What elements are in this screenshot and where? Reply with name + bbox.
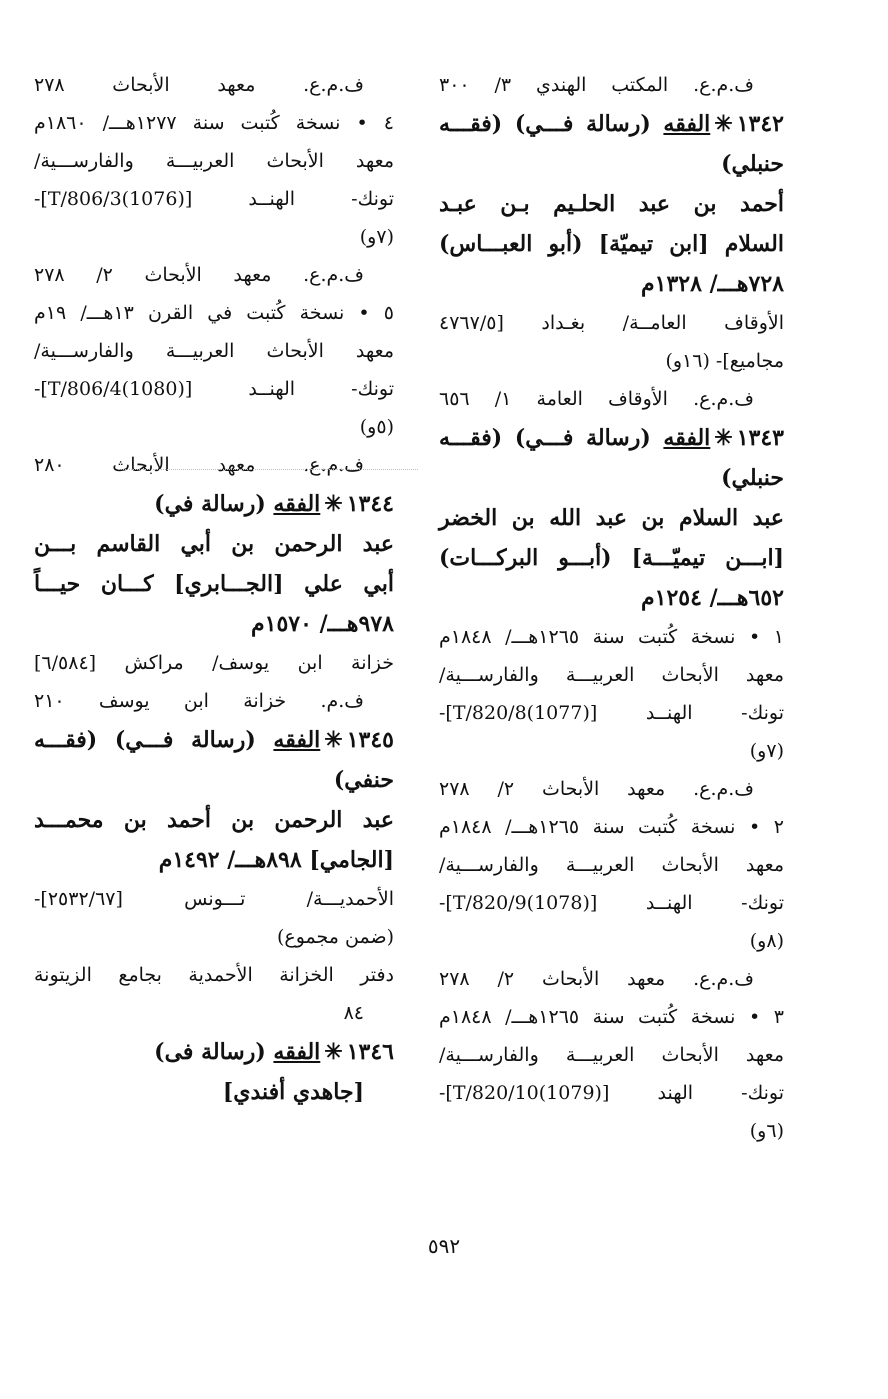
author-line: عبد السلام بن عبد الله بن الخضر — [439, 505, 784, 531]
text-line: تونك- الهنــد [T/820/8(1077)]- — [439, 702, 784, 724]
text-line: معهد الأبحاث العربيـــة والفارســـية/ — [439, 664, 784, 686]
entry-subtitle: (رسالة فـــي) (فقـــه — [34, 727, 256, 753]
entry-number: ١٣٤٦ — [346, 1039, 394, 1065]
entry-heading — [34, 1032, 394, 1072]
dotted-separator — [118, 469, 418, 471]
author-line: ٩٧٨هـــ/ ١٥٧٠م — [251, 611, 394, 637]
entry-number: ١٣٤٥ — [346, 727, 394, 753]
left-column — [34, 66, 394, 1112]
entry-title: الفقه — [663, 111, 711, 137]
author-line: عبد الرحمن بن أبي القاسم بـــن — [34, 531, 394, 557]
asterisk-icon: ✳ — [324, 1039, 343, 1065]
text-line: معهد الأبحاث العربيـــة والفارســـية/ — [439, 1044, 784, 1066]
text-line: ف.م.ع. معهد الأبحاث ٢/ ٢٧٨ — [439, 778, 754, 800]
text-line: معهد الأبحاث العربيـــة والفارســـية/ — [439, 854, 784, 876]
text-line: ف.م.ع. المكتب الهندي ٣/ ٣٠٠ — [439, 74, 754, 96]
text-line: (٨و) — [749, 930, 784, 952]
author-line: [الجامي] ٨٩٨هـــ/ ١٤٩٢م — [158, 847, 394, 873]
entry-number: ١٣٤٣ — [736, 425, 784, 451]
entry-title: الفقه — [273, 727, 321, 753]
text-line: الأحمديـــة/ تـــونس [٢٥٣٢/٦٧]- — [34, 888, 394, 910]
asterisk-icon: ✳ — [714, 111, 733, 137]
entry-heading — [34, 720, 394, 760]
entry-number: ١٣٤٤ — [346, 491, 394, 517]
author-line: ٧٢٨هـــ/ ١٣٢٨م — [641, 271, 784, 297]
right-column — [439, 66, 784, 1150]
text-line: ف.م.ع. معهد الأبحاث ٢/ ٢٧٨ — [34, 264, 364, 286]
text-line: تونك- الهنــد [T/806/4(1080)]- — [34, 378, 394, 400]
text-line: ٢ • نسخة كُتبت سنة ١٢٦٥هـــ/ ١٨٤٨م — [439, 816, 784, 838]
entry-title: الفقه — [663, 425, 711, 451]
author-line: عبد الرحمن بن أحمد بن محمـــد — [34, 807, 394, 833]
entry-heading — [34, 484, 394, 524]
entry-heading — [439, 418, 784, 458]
text-line: (٥و) — [359, 416, 394, 438]
entry-title: الفقه — [273, 491, 321, 517]
text-line: ف.م.ع. معهد الأبحاث ٢/ ٢٧٨ — [439, 968, 754, 990]
text-line: الأوقاف العامــة/ بغـداد [٤٧٦٧/٥ — [439, 312, 784, 334]
asterisk-icon: ✳ — [324, 727, 343, 753]
text-line: خزانة ابن يوسف/ مراكش [٦/٥٨٤] — [34, 652, 394, 674]
entry-subtitle: (رسالة في) — [154, 491, 266, 517]
author-line: [ابـــن تيميّـــة] (أبـــو البركـــات) — [439, 545, 784, 571]
text-line: تونك- الهند [T/820/10(1079)]- — [439, 1082, 784, 1104]
text-line: معهد الأبحاث العربيـــة والفارســـية/ — [34, 150, 394, 172]
text-line: (٧و) — [749, 740, 784, 762]
entry-subtitle: (رسالة فـــي) (فقـــه — [439, 425, 651, 451]
text-line: ف.م. خزانة ابن يوسف ٢١٠ — [34, 690, 364, 712]
entry-number: ١٣٤٢ — [736, 111, 784, 137]
author-line: ٦٥٢هـــ/ ١٢٥٤م — [641, 585, 784, 611]
asterisk-icon: ✳ — [324, 491, 343, 517]
text-line: تونك- الهنــد [T/820/9(1078)]- — [439, 892, 784, 914]
author-line: حنفي) — [333, 767, 394, 793]
text-line: (٧و) — [359, 226, 394, 248]
text-line: دفتر الخزانة الأحمدية بجامع الزيتونة — [34, 964, 394, 986]
text-line: ف.م.ع. الأوقاف العامة ١/ ٦٥٦ — [439, 388, 754, 410]
entry-subtitle: (رسالة فى) — [154, 1039, 266, 1065]
text-line: ف.م.ع. معهد الأبحاث ٢٧٨ — [34, 74, 364, 96]
author-line: أبي علي [الجـــابري] كـــان حيـــاً — [34, 571, 394, 597]
author-line: السلام [ابن تيميّة] (أبو العبـــاس) — [439, 231, 784, 257]
author-line: [جاهدي أفندي] — [222, 1079, 364, 1105]
asterisk-icon: ✳ — [714, 425, 733, 451]
entry-subtitle: (رسالة فـــي) (فقـــه — [439, 111, 651, 137]
text-line: ٨٤ — [343, 1002, 364, 1024]
page-number: ٥٩٢ — [427, 1234, 461, 1258]
entry-heading — [439, 104, 784, 144]
author-line: حنبلي) — [721, 465, 784, 491]
text-line: معهد الأبحاث العربيـــة والفارســـية/ — [34, 340, 394, 362]
text-line: ٥ • نسخة كُتبت في القرن ١٣هـــ/ ١٩م — [34, 302, 394, 324]
text-line: تونك- الهنــد [T/806/3(1076)]- — [34, 188, 394, 210]
text-line: ٤ • نسخة كُتبت سنة ١٢٧٧هـــ/ ١٨٦٠م — [34, 112, 394, 134]
text-line: ١ • نسخة كُتبت سنة ١٢٦٥هـــ/ ١٨٤٨م — [439, 626, 784, 648]
author-line: أحمد بن عبد الحلـيم بـن عبـد — [439, 191, 784, 217]
text-line: مجاميع]- (١٦و) — [665, 350, 784, 372]
text-line: ف.م.ع. معهد الأبحاث ٢٨٠ — [34, 454, 364, 476]
entry-title: الفقه — [273, 1039, 321, 1065]
text-line: (ضمن مجموع) — [276, 926, 394, 948]
author-line: حنبلي) — [721, 151, 784, 177]
text-line: ٣ • نسخة كُتبت سنة ١٢٦٥هـــ/ ١٨٤٨م — [439, 1006, 784, 1028]
text-line: (٦و) — [749, 1120, 784, 1142]
